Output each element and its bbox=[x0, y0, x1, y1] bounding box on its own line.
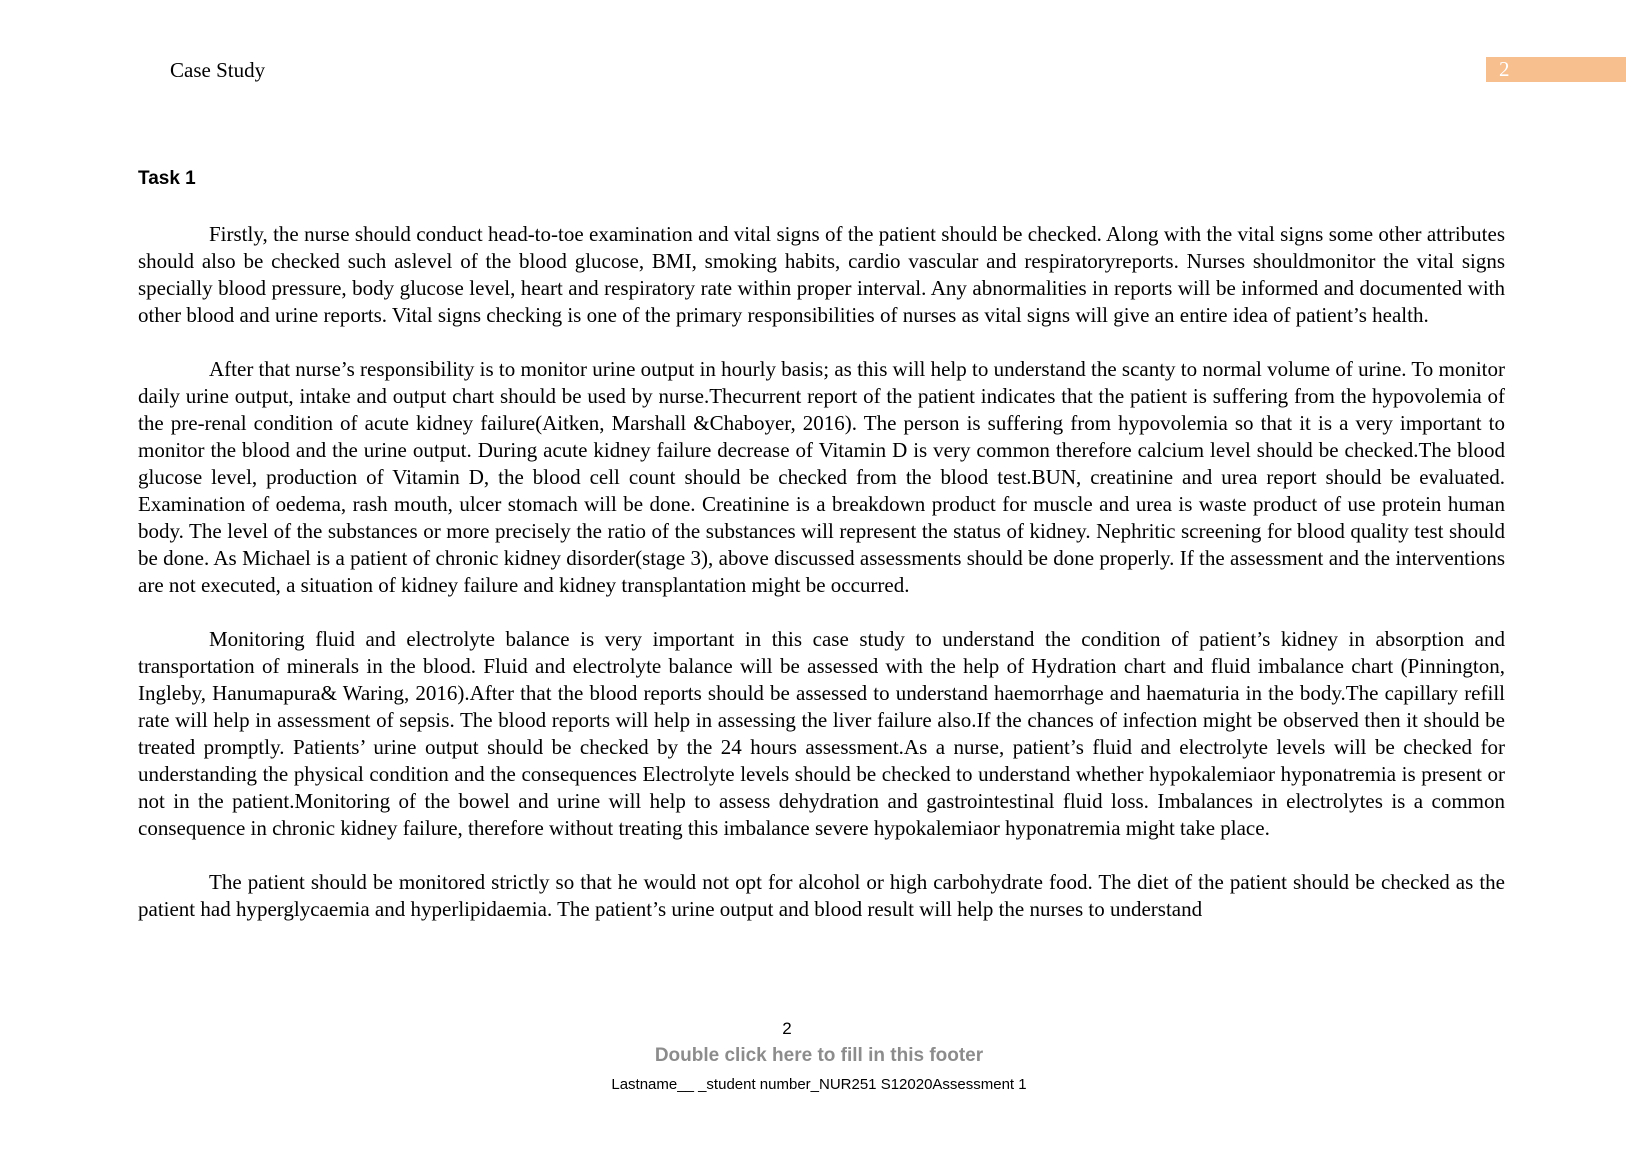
task-heading[interactable]: Task 1 bbox=[138, 168, 196, 189]
paragraph-1[interactable]: Firstly, the nurse should conduct head-to-toe examination and vital signs of the patient should be checked. Along with the vital signs some other attributes should also be checked such aslevel of the blood glucose, BMI, smoking habits, cardio vascular and respiratoryreports. Nurses shouldmonitor the vital signs specially blood pressure, body glucose level, heart and respiratory rate within proper interval. Any abnormalities in reports will be informed and documented with other blood and urine reports. Vital signs checking is one of the primary responsibilities of nurses as vital signs will give an entire idea of patient’s health. bbox=[138, 222, 1505, 327]
paragraph-4[interactable]: The patient should be monitored strictly so that he would not opt for alcohol or high carbohydrate food. The diet of the patient should be checked as the patient had hyperglycaemia and hyperlipidaemia. The patient’s urine output and blood result will help the nurses to understand bbox=[138, 870, 1505, 921]
document-body[interactable] bbox=[138, 221, 1505, 950]
header-title[interactable]: Case Study bbox=[170, 58, 266, 82]
header-page-number: 2 bbox=[1499, 57, 1510, 81]
header-page-number-badge bbox=[1486, 57, 1626, 82]
footer-page-number: 2 bbox=[782, 1019, 792, 1038]
paragraph-3[interactable]: Monitoring fluid and electrolyte balance is very important in this case study to understand the condition of patient’s kidney in absorption and transportation of minerals in the blood. Fluid and electrolyte balance will be assessed with the help of Hydration chart and fluid imbalance chart (Pinnington, Ingleby, Hanumapura& Waring, 2016).After that the blood reports should be assessed to understand haemorrhage and haematuria in the body.The capillary refill rate will help in assessment of sepsis. The blood reports will help in assessing the liver failure also.If the chances of infection might be observed then it should be treated promptly. Patients’ urine output should be checked by the 24 hours assessment.As a nurse, patient’s fluid and electrolyte levels will be checked for understanding the physical condition and the consequences Electrolyte levels should be checked to understand whether hypokalemiaor hyponatremia is present or not in the patient.Monitoring of the bowel and urine will help to assess dehydration and gastrointestinal fluid loss. Imbalances in electrolytes is a common consequence in chronic kidney failure, therefore without treating this imbalance severe hypokalemiaor hyponatremia might take place. bbox=[138, 627, 1505, 840]
footer-fill-prompt[interactable]: Double click here to fill in this footer bbox=[654, 1045, 984, 1066]
paragraph-2[interactable]: After that nurse’s responsibility is to monitor urine output in hourly basis; as this will help to understand the scanty to normal volume of urine. To monitor daily urine output, intake and output chart should be used by nurse.Thecurrent report of the patient indicates that the patient is suffering from the hypovolemia of the pre-renal condition of acute kidney failure(Aitken, Marshall &Chaboyer, 2016). The person is suffering from hypovolemia so that it is a very important to monitor the blood and the urine output. During acute kidney failure decrease of Vitamin D is very common therefore calcium level should be checked.The blood glucose level, production of Vitamin D, the blood cell count should be checked from the blood test.BUN, creatinine and urea report should be evaluated. Examination of oedema, rash mouth, ulcer stomach will be done. Creatinine is a breakdown product for muscle and urea is waste product of use protein human body. The level of the substances or more precisely the ratio of the substances will represent the status of kidney. Nephritic screening for blood quality test should be done. As Michael is a patient of chronic kidney disorder(stage 3), above discussed assessments should be done properly. If the assessment and the interventions are not executed, a situation of kidney failure and kidney transplantation might be occurred. bbox=[138, 357, 1505, 597]
footer-student-line[interactable]: Lastname__ _student number_NUR251 S12020Assessment 1 bbox=[611, 1076, 1027, 1093]
